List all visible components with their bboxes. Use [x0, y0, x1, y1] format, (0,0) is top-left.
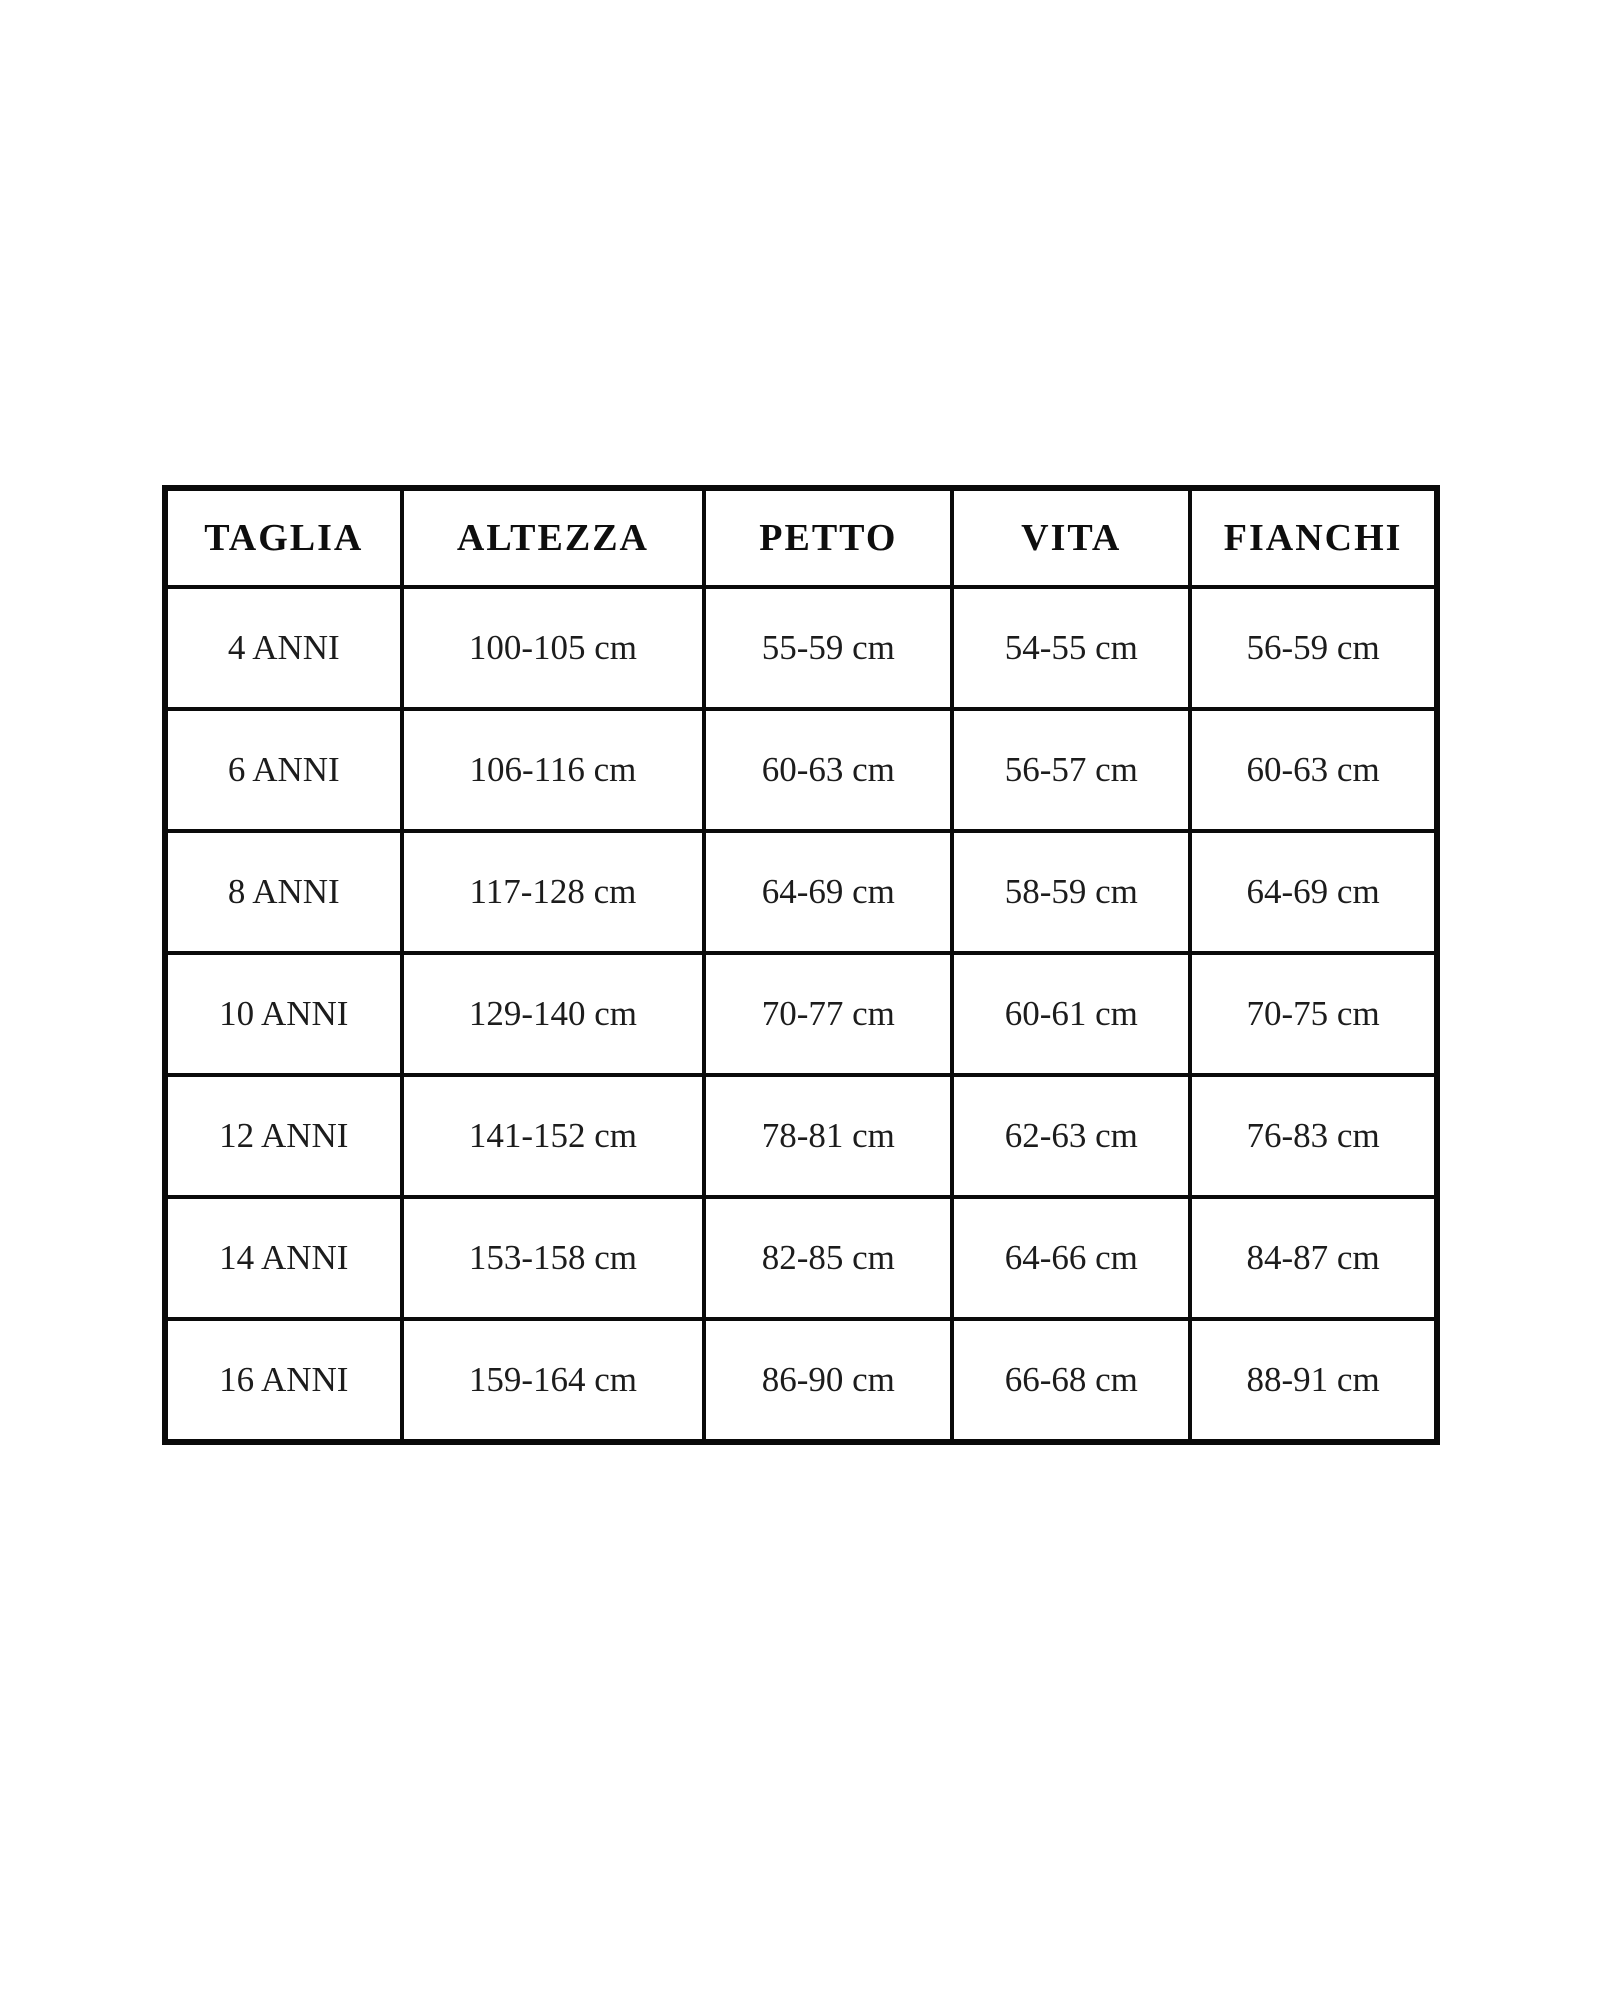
cell-petto: 60-63 cm — [704, 709, 952, 831]
cell-petto: 55-59 cm — [704, 587, 952, 709]
table-row — [165, 1197, 1437, 1319]
cell-petto: 78-81 cm — [704, 1075, 952, 1197]
header-row — [165, 488, 1437, 587]
cell-altezza: 106-116 cm — [402, 709, 705, 831]
cell-altezza: 117-128 cm — [402, 831, 705, 953]
cell-vita: 62-63 cm — [952, 1075, 1190, 1197]
cell-altezza: 141-152 cm — [402, 1075, 705, 1197]
cell-size: 4 ANNI — [165, 587, 402, 709]
table-row — [165, 1075, 1437, 1197]
table-row — [165, 831, 1437, 953]
table-row — [165, 587, 1437, 709]
cell-vita: 64-66 cm — [952, 1197, 1190, 1319]
header-cell-petto: PETTO — [704, 488, 952, 587]
header-cell-taglia: TAGLIA — [165, 488, 402, 587]
cell-size: 16 ANNI — [165, 1319, 402, 1442]
size-chart-table — [162, 485, 1440, 1445]
cell-fianchi: 64-69 cm — [1190, 831, 1437, 953]
cell-vita: 54-55 cm — [952, 587, 1190, 709]
cell-size: 10 ANNI — [165, 953, 402, 1075]
cell-fianchi: 60-63 cm — [1190, 709, 1437, 831]
table-row — [165, 953, 1437, 1075]
cell-petto: 70-77 cm — [704, 953, 952, 1075]
cell-petto: 86-90 cm — [704, 1319, 952, 1442]
cell-vita: 58-59 cm — [952, 831, 1190, 953]
cell-altezza: 100-105 cm — [402, 587, 705, 709]
cell-altezza: 159-164 cm — [402, 1319, 705, 1442]
cell-vita: 56-57 cm — [952, 709, 1190, 831]
cell-petto: 64-69 cm — [704, 831, 952, 953]
cell-vita: 66-68 cm — [952, 1319, 1190, 1442]
cell-petto: 82-85 cm — [704, 1197, 952, 1319]
cell-size: 12 ANNI — [165, 1075, 402, 1197]
cell-fianchi: 56-59 cm — [1190, 587, 1437, 709]
cell-vita: 60-61 cm — [952, 953, 1190, 1075]
table-row — [165, 1319, 1437, 1442]
cell-altezza: 153-158 cm — [402, 1197, 705, 1319]
cell-altezza: 129-140 cm — [402, 953, 705, 1075]
cell-fianchi: 76-83 cm — [1190, 1075, 1437, 1197]
cell-size: 8 ANNI — [165, 831, 402, 953]
header-cell-vita: VITA — [952, 488, 1190, 587]
header-cell-altezza: ALTEZZA — [402, 488, 705, 587]
cell-size: 6 ANNI — [165, 709, 402, 831]
cell-fianchi: 70-75 cm — [1190, 953, 1437, 1075]
table-row — [165, 709, 1437, 831]
header-cell-fianchi: FIANCHI — [1190, 488, 1437, 587]
cell-fianchi: 88-91 cm — [1190, 1319, 1437, 1442]
cell-size: 14 ANNI — [165, 1197, 402, 1319]
cell-fianchi: 84-87 cm — [1190, 1197, 1437, 1319]
